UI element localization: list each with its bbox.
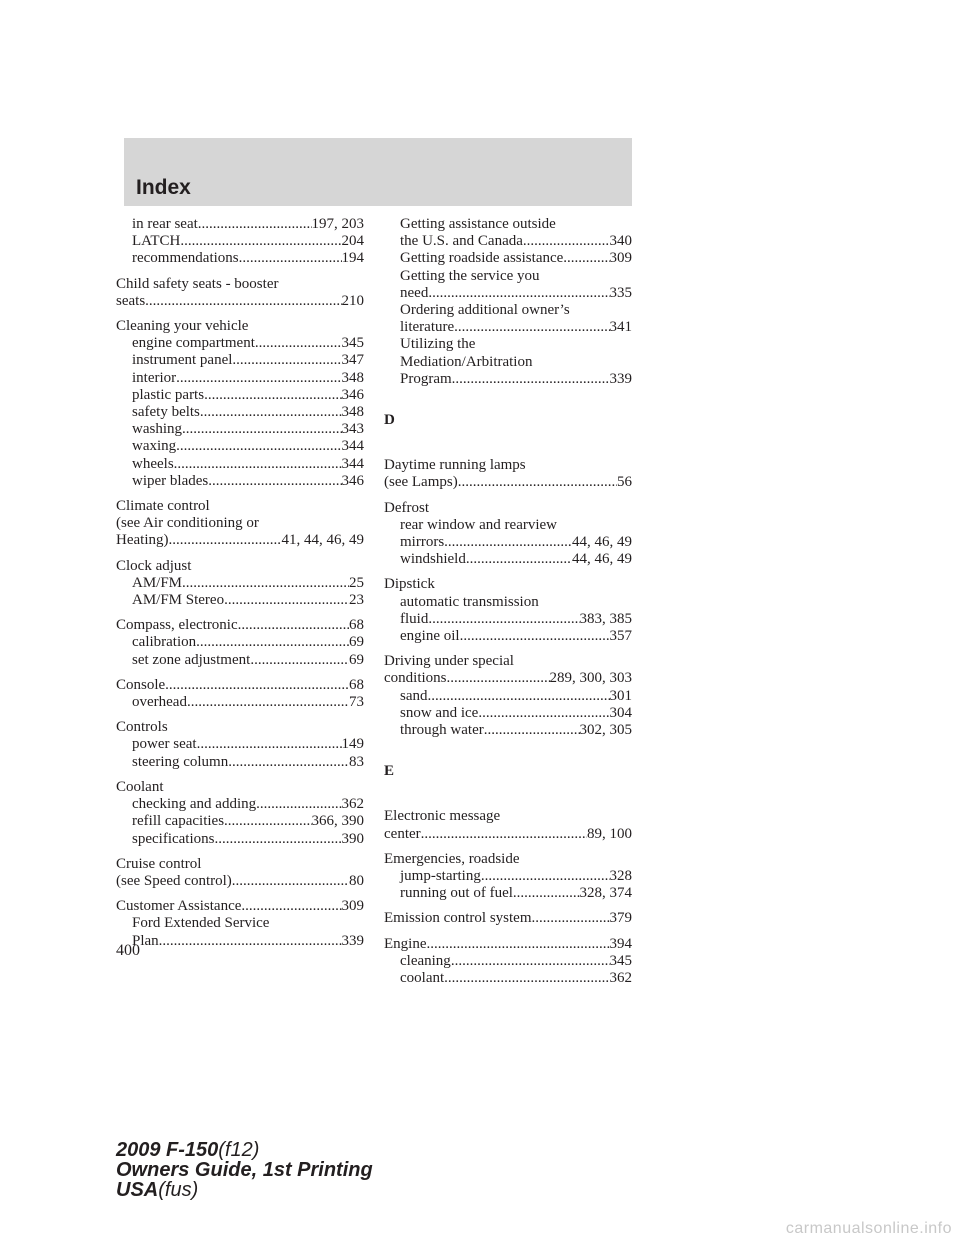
index-entry-pages: 44, 46, 49	[572, 534, 632, 551]
index-entry	[116, 250, 364, 267]
dot-leader	[187, 694, 349, 711]
dot-leader	[513, 885, 580, 902]
dot-leader	[452, 371, 610, 388]
dot-leader	[145, 293, 341, 310]
index-entry-text: LATCH	[132, 233, 181, 250]
index-entry-text: Daytime running lamps	[384, 457, 526, 474]
index-entry-text: interior	[132, 369, 177, 386]
dot-leader	[224, 813, 311, 830]
dot-leader	[563, 250, 609, 267]
letter-gap	[384, 739, 632, 763]
dot-leader	[174, 456, 342, 473]
index-entry-pages: 347	[341, 352, 364, 369]
index-entry	[116, 387, 364, 404]
index-entry-text: Climate control	[116, 498, 210, 515]
index-letter-heading: E	[384, 763, 395, 780]
index-entry-pages: 44, 46, 49	[572, 551, 632, 568]
dot-leader	[198, 216, 312, 233]
dot-leader	[165, 677, 349, 694]
dot-leader	[197, 736, 342, 753]
letter-gap	[384, 780, 632, 808]
index-column-left	[116, 216, 364, 950]
index-entry-pages: 204	[341, 233, 364, 250]
index-entry-text: wiper blades	[132, 472, 209, 489]
index-entry-text: conditions	[384, 670, 447, 687]
index-entry	[116, 736, 364, 753]
dot-leader	[176, 370, 341, 387]
dot-leader	[250, 652, 349, 669]
index-entry-pages: 304	[609, 704, 632, 721]
dot-leader	[532, 910, 610, 927]
index-entry-text: Emission control system	[384, 910, 532, 927]
index-entry-text: Ford Extended Service	[132, 915, 270, 932]
index-entry	[116, 915, 364, 932]
index-entry	[116, 856, 364, 873]
index-entry-pages: 362	[341, 796, 364, 813]
entry-gap	[116, 310, 364, 318]
index-entry-text: instrument panel	[132, 352, 233, 369]
entry-gap	[116, 771, 364, 779]
dot-leader	[447, 670, 550, 687]
index-entry-pages: 344	[341, 438, 364, 455]
entry-gap	[384, 645, 632, 653]
print-footer	[116, 1140, 373, 1200]
dot-leader	[454, 319, 609, 336]
index-entry	[384, 868, 632, 885]
index-entry-text: steering column	[132, 753, 229, 770]
index-entry	[116, 634, 364, 651]
footer-model-code: (f12)	[218, 1139, 260, 1161]
index-entry-pages: 344	[341, 455, 364, 472]
index-entry	[384, 354, 632, 371]
index-entry	[384, 670, 632, 687]
index-entry	[384, 534, 632, 551]
dot-leader	[232, 873, 349, 890]
index-entry-text: Getting roadside assistance	[400, 250, 564, 267]
index-entry-text: power seat	[132, 736, 197, 753]
dot-leader	[255, 335, 342, 352]
index-entry-text: safety belts	[132, 404, 200, 421]
index-entry-text: Utilizing the	[400, 336, 476, 353]
index-entry-text: running out of fuel	[400, 885, 513, 902]
index-entry	[116, 933, 364, 950]
dot-leader	[196, 634, 349, 651]
index-entry-text: Cruise control	[116, 855, 202, 872]
index-entry-text: jump-starting	[400, 868, 481, 885]
index-entry-text: Customer Assistance	[116, 898, 242, 915]
index-entry	[116, 276, 364, 293]
index-entry-pages: 339	[341, 932, 364, 949]
index-entry-text: wheels	[132, 455, 174, 472]
index-entry-pages: 346	[341, 472, 364, 489]
index-entry-text: seats	[116, 292, 146, 309]
dot-leader	[428, 285, 609, 302]
index-entry-text: set zone adjustment	[132, 651, 251, 668]
index-entry-text: Getting assistance outside	[400, 216, 556, 232]
index-entry-pages: 335	[609, 284, 632, 301]
dot-leader	[168, 532, 281, 549]
index-entry	[384, 705, 632, 722]
entry-gap	[116, 490, 364, 498]
index-entry-pages: 390	[341, 830, 364, 847]
dot-leader	[239, 250, 342, 267]
page-number: 400	[116, 942, 140, 959]
index-entry-text: through water	[400, 722, 484, 739]
index-entry-pages: 83	[349, 753, 364, 770]
index-entry-text: Engine	[384, 935, 427, 952]
index-entry	[384, 250, 632, 267]
index-entry-text: refill capacities	[132, 813, 225, 830]
index-entry-text: center	[384, 825, 421, 842]
dot-leader	[484, 722, 580, 739]
index-entry	[384, 500, 632, 517]
section-title: Index	[136, 176, 191, 199]
index-entry-text: Clock adjust	[116, 557, 192, 574]
footer-model: 2009 F-150	[116, 1139, 219, 1161]
dot-leader	[427, 936, 610, 953]
index-entry-pages: 56	[617, 474, 632, 491]
index-entry-pages: 41, 44, 46, 49	[281, 532, 364, 549]
index-entry	[384, 611, 632, 628]
index-entry-pages: 25	[349, 574, 364, 591]
footer-market: USA	[116, 1179, 159, 1201]
index-entry	[116, 694, 364, 711]
index-entry-text: Emergencies, roadside	[384, 850, 520, 867]
dot-leader	[200, 404, 342, 421]
dot-leader	[214, 831, 341, 848]
index-entry-text: mirrors	[400, 534, 445, 551]
index-entry	[116, 352, 364, 369]
index-entry-pages: 73	[349, 694, 364, 711]
index-entry-pages: 197, 203	[311, 216, 364, 232]
index-entry-text: specifications	[132, 830, 215, 847]
index-entry	[384, 319, 632, 336]
index-entry-pages: 68	[349, 617, 364, 634]
index-entry-text: Electronic message	[384, 808, 501, 825]
index-entry	[116, 421, 364, 438]
index-entry	[384, 953, 632, 970]
index-entry	[116, 831, 364, 848]
index-entry	[116, 652, 364, 669]
dot-leader	[182, 421, 342, 438]
index-entry-text: (see Air conditioning or	[116, 515, 259, 532]
index-entry-text: windshield	[400, 551, 466, 568]
dot-leader	[458, 474, 617, 491]
index-entry-text: checking and adding	[132, 796, 257, 813]
section-header-band	[124, 138, 632, 206]
index-entry	[116, 370, 364, 387]
index-entry	[384, 970, 632, 987]
index-entry-pages: 301	[609, 687, 632, 704]
index-entry-pages: 379	[609, 910, 632, 927]
index-entry	[384, 336, 632, 353]
entry-gap	[116, 890, 364, 898]
index-entry-text: Controls	[116, 719, 168, 736]
dot-leader	[421, 826, 587, 843]
index-entry-text: Program	[400, 370, 452, 387]
index-entry-text: AM/FM Stereo	[132, 592, 225, 609]
index-entry-pages: 69	[349, 634, 364, 651]
index-entry	[116, 515, 364, 532]
index-entry-text: fluid	[400, 610, 429, 627]
index-entry-pages: 343	[341, 421, 364, 438]
dot-leader	[232, 352, 341, 369]
index-entry	[116, 498, 364, 515]
index-column-right	[384, 216, 632, 987]
index-entry-text: Getting the service you	[400, 267, 540, 284]
index-entry-pages: 345	[341, 335, 364, 352]
dot-leader	[204, 387, 341, 404]
entry-gap	[384, 843, 632, 851]
index-entry-pages: 339	[609, 370, 632, 387]
index-entry	[116, 558, 364, 575]
index-entry	[384, 910, 632, 927]
index-entry	[384, 826, 632, 843]
dot-leader	[241, 898, 341, 915]
index-entry	[116, 617, 364, 634]
index-entry	[116, 779, 364, 796]
index-entry-text: calibration	[132, 634, 197, 651]
index-entry-text: Defrost	[384, 499, 429, 516]
dot-leader	[481, 868, 610, 885]
dot-leader	[238, 617, 349, 634]
index-letter-heading: D	[384, 412, 395, 429]
index-entry	[116, 754, 364, 771]
index-entry	[384, 688, 632, 705]
dot-leader	[224, 592, 349, 609]
index-entry	[116, 404, 364, 421]
index-entry-text: coolant	[400, 970, 445, 987]
index-entry	[384, 457, 632, 474]
index-entry-text: Plan	[132, 932, 159, 949]
index-entry	[116, 677, 364, 694]
index-entry-text: literature	[400, 319, 455, 336]
index-entry-pages: 357	[609, 628, 632, 645]
index-entry	[116, 438, 364, 455]
index-entry-text: (see Speed control)	[116, 872, 232, 889]
index-entry-text: Dipstick	[384, 576, 435, 593]
letter-gap	[384, 429, 632, 457]
index-entry	[116, 873, 364, 890]
index-entry-text: Driving under special	[384, 653, 514, 670]
index-entry	[384, 722, 632, 739]
index-entry	[384, 808, 632, 825]
index-entry-text: Cleaning your vehicle	[116, 318, 249, 335]
index-entry	[384, 628, 632, 645]
dot-leader	[228, 754, 349, 771]
index-entry	[384, 851, 632, 868]
index-entry-text: plastic parts	[132, 386, 205, 403]
entry-gap	[384, 928, 632, 936]
index-entry	[116, 473, 364, 490]
index-entry-pages: 383, 385	[579, 610, 632, 627]
index-entry	[116, 318, 364, 335]
dot-leader	[180, 233, 341, 250]
index-entry-text: Ordering additional owner’s	[400, 302, 570, 319]
index-entry	[116, 532, 364, 549]
index-entry	[116, 216, 364, 233]
index-entry-text: Coolant	[116, 778, 164, 795]
dot-leader	[176, 438, 341, 455]
dot-leader	[460, 628, 610, 645]
entry-gap	[384, 492, 632, 500]
index-entry	[384, 474, 632, 491]
index-entry	[384, 233, 632, 250]
index-entry-pages: 394	[609, 935, 632, 952]
index-entry-pages: 328	[609, 868, 632, 885]
index-entry	[384, 302, 632, 319]
index-entry	[116, 898, 364, 915]
index-entry-text: Heating)	[116, 532, 169, 549]
footer-edition: Owners Guide, 1st Printing	[116, 1159, 373, 1181]
index-entry	[384, 594, 632, 611]
index-entry-text: automatic transmission	[400, 593, 539, 610]
index-entry-pages: 341	[609, 319, 632, 336]
index-entry-pages: 194	[341, 250, 364, 267]
footer-market-code: (fus)	[158, 1179, 199, 1201]
watermark: carmanualsonline.info	[785, 1220, 952, 1237]
entry-gap	[116, 609, 364, 617]
index-entry-text: snow and ice	[400, 704, 479, 721]
index-entry-text: washing	[132, 421, 182, 438]
index-entry	[116, 813, 364, 830]
index-entry	[384, 576, 632, 593]
index-entry-text: overhead	[132, 694, 187, 711]
dot-leader	[444, 534, 572, 551]
dot-leader	[523, 233, 610, 250]
index-entry-text: need	[400, 284, 429, 301]
index-entry-pages: 89, 100	[587, 825, 632, 842]
dot-leader	[478, 705, 609, 722]
index-entry-pages: 302, 305	[579, 722, 632, 739]
index-entry-text: AM/FM	[132, 574, 183, 591]
index-entry-text: Console	[116, 676, 166, 693]
index-entry-pages: 23	[349, 592, 364, 609]
index-entry	[384, 517, 632, 534]
index-entry	[116, 233, 364, 250]
index-entry-pages: 69	[349, 651, 364, 668]
index-entry	[116, 293, 364, 310]
dot-leader	[466, 551, 572, 568]
index-entry	[384, 216, 632, 233]
index-entry-pages: 309	[341, 898, 364, 915]
index-entry-text: (see Lamps)	[384, 474, 458, 491]
index-entry-pages: 348	[341, 404, 364, 421]
index-entry-text: Child safety seats - booster	[116, 275, 279, 292]
entry-gap	[384, 902, 632, 910]
index-entry	[384, 653, 632, 670]
index-entry-pages: 210	[341, 292, 364, 309]
index-entry	[384, 285, 632, 302]
index-entry-pages: 80	[349, 872, 364, 889]
dot-leader	[256, 796, 341, 813]
index-entry	[384, 268, 632, 285]
letter-gap	[384, 388, 632, 412]
index-entry-text: engine oil	[400, 628, 460, 645]
index-entry	[116, 592, 364, 609]
index-entry	[116, 719, 364, 736]
index-entry-pages: 346	[341, 386, 364, 403]
index-entry-text: in rear seat	[132, 216, 198, 232]
index-entry-text: rear window and rearview	[400, 516, 558, 533]
entry-gap	[116, 711, 364, 719]
dot-leader	[428, 611, 579, 628]
index-entry-text: Mediation/Arbitration	[400, 353, 533, 370]
dot-leader	[208, 473, 341, 490]
index-entry-pages: 68	[349, 676, 364, 693]
dot-leader	[159, 933, 342, 950]
index-entry	[116, 796, 364, 813]
index-entry-pages: 289, 300, 303	[549, 670, 632, 687]
index-entry-text: cleaning	[400, 952, 451, 969]
index-entry	[116, 335, 364, 352]
index-entry-pages: 340	[609, 233, 632, 250]
index-entry	[116, 575, 364, 592]
index-entry-text: Compass, electronic	[116, 617, 238, 634]
entry-gap	[116, 268, 364, 276]
index-entry-text: sand	[400, 687, 428, 704]
index-entry-pages: 366, 390	[311, 813, 364, 830]
index-entry	[384, 885, 632, 902]
dot-leader	[182, 575, 349, 592]
entry-gap	[116, 669, 364, 677]
index-entry-pages: 328, 374	[579, 885, 632, 902]
index-entry	[384, 371, 632, 388]
index-entry-pages: 309	[609, 250, 632, 267]
entry-gap	[116, 848, 364, 856]
dot-leader	[428, 688, 610, 705]
index-entry-text: waxing	[132, 438, 177, 455]
dot-leader	[451, 953, 610, 970]
index-entry-pages: 345	[609, 952, 632, 969]
index-entry-pages: 348	[341, 369, 364, 386]
index-entry-pages: 149	[341, 736, 364, 753]
index-entry-text: recommendations	[132, 250, 239, 267]
index-entry	[384, 551, 632, 568]
index-entry-text: engine compartment	[132, 335, 255, 352]
index-entry	[384, 936, 632, 953]
index-entry-text: the U.S. and Canada	[400, 233, 523, 250]
entry-gap	[384, 568, 632, 576]
index-entry-pages: 362	[609, 970, 632, 987]
index-entry	[116, 456, 364, 473]
entry-gap	[116, 550, 364, 558]
dot-leader	[444, 970, 609, 987]
